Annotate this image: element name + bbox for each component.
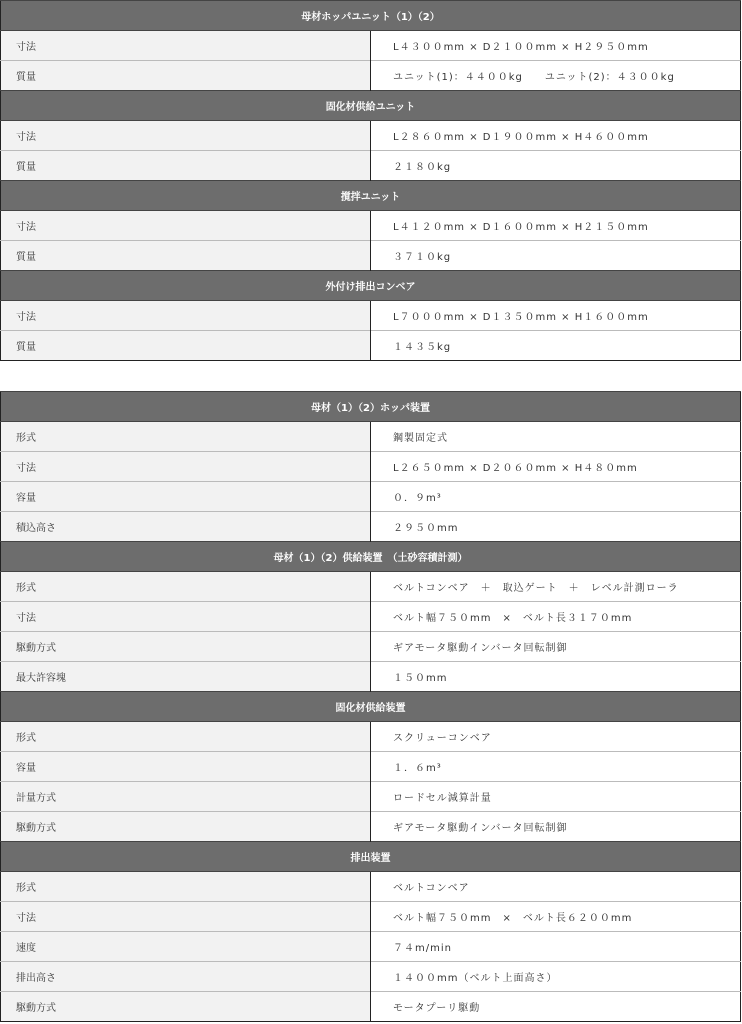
table-row <box>1 512 741 542</box>
row-value: L７０００mm × D１３５０mm × H１６００mm <box>393 312 649 323</box>
row-label: 質量 <box>16 252 36 263</box>
row-value: ユニット(1)：４４００kg ユニット(2)：４３００kg <box>393 72 675 83</box>
table-row <box>1 151 741 181</box>
row-label: 寸法 <box>16 42 36 53</box>
row-value: ギアモータ駆動インバータ回転制御 <box>393 643 568 654</box>
table-row <box>1 452 741 482</box>
row-label: 寸法 <box>16 132 36 143</box>
section-header-hopper-device: 母材（1）（2）ホッパ装置 <box>1 392 741 422</box>
table-row <box>1 782 741 812</box>
spec-table-units <box>0 0 741 361</box>
row-value: L４３００mm × D２１００mm × H２９５０mm <box>393 42 649 53</box>
table-row <box>1 331 741 361</box>
row-value: ベルト幅７５０mm × ベルト長３１７０mm <box>393 613 633 624</box>
row-value: ロードセル減算計量 <box>393 793 492 804</box>
table-row <box>1 422 741 452</box>
row-value: モータプーリ駆動 <box>393 1003 481 1014</box>
table-row <box>1 241 741 271</box>
row-value: １．６m³ <box>393 763 442 774</box>
table-row <box>1 301 741 331</box>
section-header-mixing-unit: 撹拌ユニット <box>1 181 741 211</box>
table-row <box>1 662 741 692</box>
table-row <box>1 632 741 662</box>
row-label: 駆動方式 <box>16 643 56 654</box>
row-value: ２１８０kg <box>393 162 452 173</box>
row-value: ベルトコンベア <box>393 883 470 894</box>
row-value: ７４m/min <box>393 943 452 954</box>
row-value: ベルト幅７５０mm × ベルト長６２００mm <box>393 913 633 924</box>
row-label: 排出高さ <box>16 973 56 984</box>
row-label: 形式 <box>16 433 36 444</box>
section-header-solidifier-unit: 固化材供給ユニット <box>1 91 741 121</box>
row-label: 駆動方式 <box>16 1003 56 1014</box>
table-row <box>1 121 741 151</box>
row-label: 寸法 <box>16 222 36 233</box>
row-label: 寸法 <box>16 613 36 624</box>
row-value: １４００mm（ベルト上面高さ） <box>393 973 558 984</box>
row-label: 容量 <box>16 763 36 774</box>
row-value: ベルトコンベア ＋ 取込ゲート ＋ レベル計測ローラ <box>393 583 679 594</box>
row-label: 速度 <box>16 943 36 954</box>
table-row <box>1 602 741 632</box>
row-label: 質量 <box>16 162 36 173</box>
table-row <box>1 962 741 992</box>
row-label: 質量 <box>16 72 36 83</box>
row-label: 最大許容塊 <box>16 673 66 684</box>
row-value: １４３５kg <box>393 342 452 353</box>
row-label: 駆動方式 <box>16 823 56 834</box>
row-label: 容量 <box>16 493 36 504</box>
table-row <box>1 722 741 752</box>
section-header-solidifier-device: 固化材供給装置 <box>1 692 741 722</box>
table-row <box>1 932 741 962</box>
row-value: ２９５０mm <box>393 523 459 534</box>
table-row <box>1 31 741 61</box>
row-label: 形式 <box>16 583 36 594</box>
row-value: スクリューコンベア <box>393 733 492 744</box>
row-value: ギアモータ駆動インバータ回転制御 <box>393 823 568 834</box>
table-row <box>1 992 741 1022</box>
section-header-discharge-conveyor: 外付け排出コンベア <box>1 271 741 301</box>
row-value: L４１２０mm × D１６００mm × H２１５０mm <box>393 222 649 233</box>
row-label: 積込高さ <box>16 523 56 534</box>
spec-table-devices <box>0 391 741 1022</box>
row-label: 寸法 <box>16 312 36 323</box>
table-row <box>1 211 741 241</box>
row-label: 寸法 <box>16 463 36 474</box>
table-row <box>1 482 741 512</box>
row-label: 形式 <box>16 733 36 744</box>
row-value: １５０mm <box>393 673 448 684</box>
row-label: 寸法 <box>16 913 36 924</box>
table-row <box>1 872 741 902</box>
table-row <box>1 812 741 842</box>
row-value: L２６５０mm × D２０６０mm × H４８０mm <box>393 463 638 474</box>
row-value: ０．９m³ <box>393 493 442 504</box>
section-header-discharge-device: 排出装置 <box>1 842 741 872</box>
table-row <box>1 752 741 782</box>
row-value: ３７１０kg <box>393 252 452 263</box>
row-label: 計量方式 <box>16 793 56 804</box>
row-label: 質量 <box>16 342 36 353</box>
table-row <box>1 572 741 602</box>
table-row <box>1 902 741 932</box>
row-value: L２８６０mm × D１９００mm × H４６００mm <box>393 132 649 143</box>
row-value: 鋼製固定式 <box>393 433 448 444</box>
section-header-hopper-unit: 母材ホッパユニット（1）（2） <box>1 1 741 31</box>
table-row <box>1 61 741 91</box>
section-header-feeder-device: 母材（1）（2）供給装置 （土砂容積計測） <box>1 542 741 572</box>
row-label: 形式 <box>16 883 36 894</box>
